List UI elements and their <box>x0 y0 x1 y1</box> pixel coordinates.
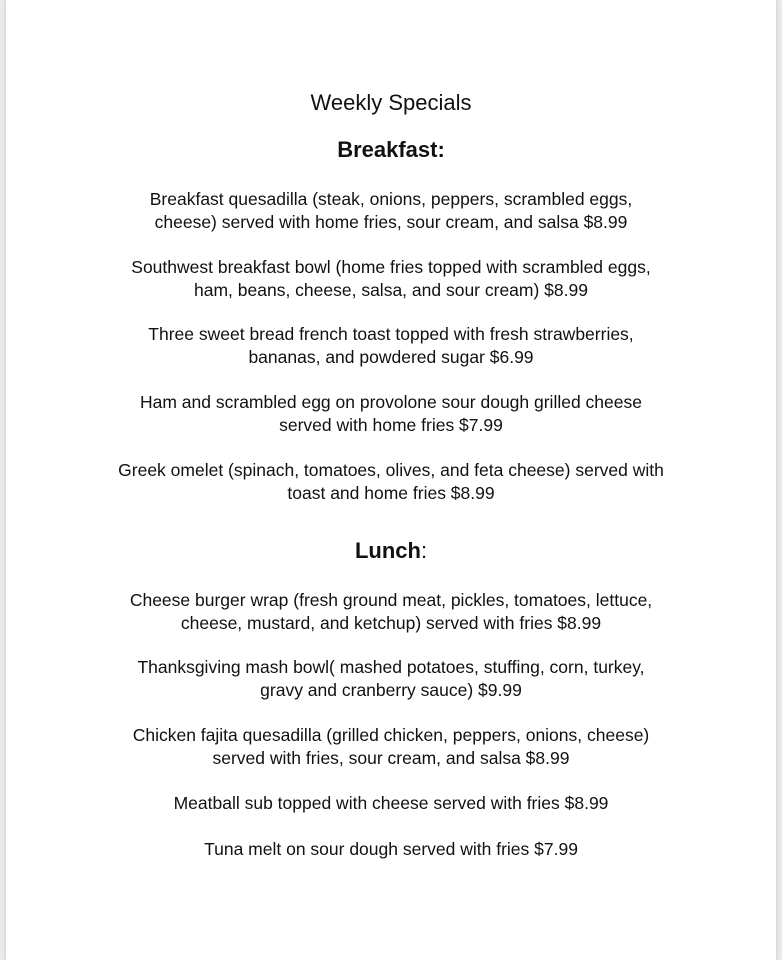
lunch-item: Tuna melt on sour dough served with fries $7.99 <box>204 839 578 859</box>
menu-page <box>6 0 776 960</box>
breakfast-heading <box>6 136 776 164</box>
breakfast-item: Greek omelet (spinach, tomatoes, olives, and feta cheese) served with toast and home fries $8.99 <box>118 460 664 503</box>
breakfast-item: Three sweet bread french toast topped with fresh strawberries, bananas, and powdered sugar $6.99 <box>148 324 634 367</box>
breakfast-item: Breakfast quesadilla (steak, onions, peppers, scrambled eggs, cheese) served with home fries, sour cream, and salsa $8.99 <box>149 189 633 232</box>
lunch-heading-colon: : <box>420 538 428 563</box>
breakfast-heading-label: Breakfast <box>337 137 438 162</box>
lunch-item: Thanksgiving mash bowl( mashed potatoes, stuffing, corn, turkey, gravy and cranberry sauce) $9.99 <box>137 657 645 700</box>
lunch-item: Chicken fajita quesadilla (grilled chicken, peppers, onions, cheese) served with fries, sour cream, and salsa $8.99 <box>132 725 650 768</box>
breakfast-item: Ham and scrambled egg on provolone sour dough grilled cheese served with home fries $7.99 <box>140 392 642 435</box>
lunch-heading-label: Lunch <box>354 538 421 563</box>
page-title: Weekly Specials <box>310 90 472 115</box>
lunch-heading <box>6 537 776 565</box>
breakfast-item: Southwest breakfast bowl (home fries topped with scrambled eggs, ham, beans, cheese, salsa, and sour cream) $8.99 <box>131 257 651 300</box>
lunch-item: Cheese burger wrap (fresh ground meat, pickles, tomatoes, lettuce, cheese, mustard, and ketchup) served with fries $8.99 <box>129 590 653 633</box>
lunch-item: Meatball sub topped with cheese served with fries $8.99 <box>173 793 609 813</box>
breakfast-heading-colon: : <box>437 137 445 162</box>
